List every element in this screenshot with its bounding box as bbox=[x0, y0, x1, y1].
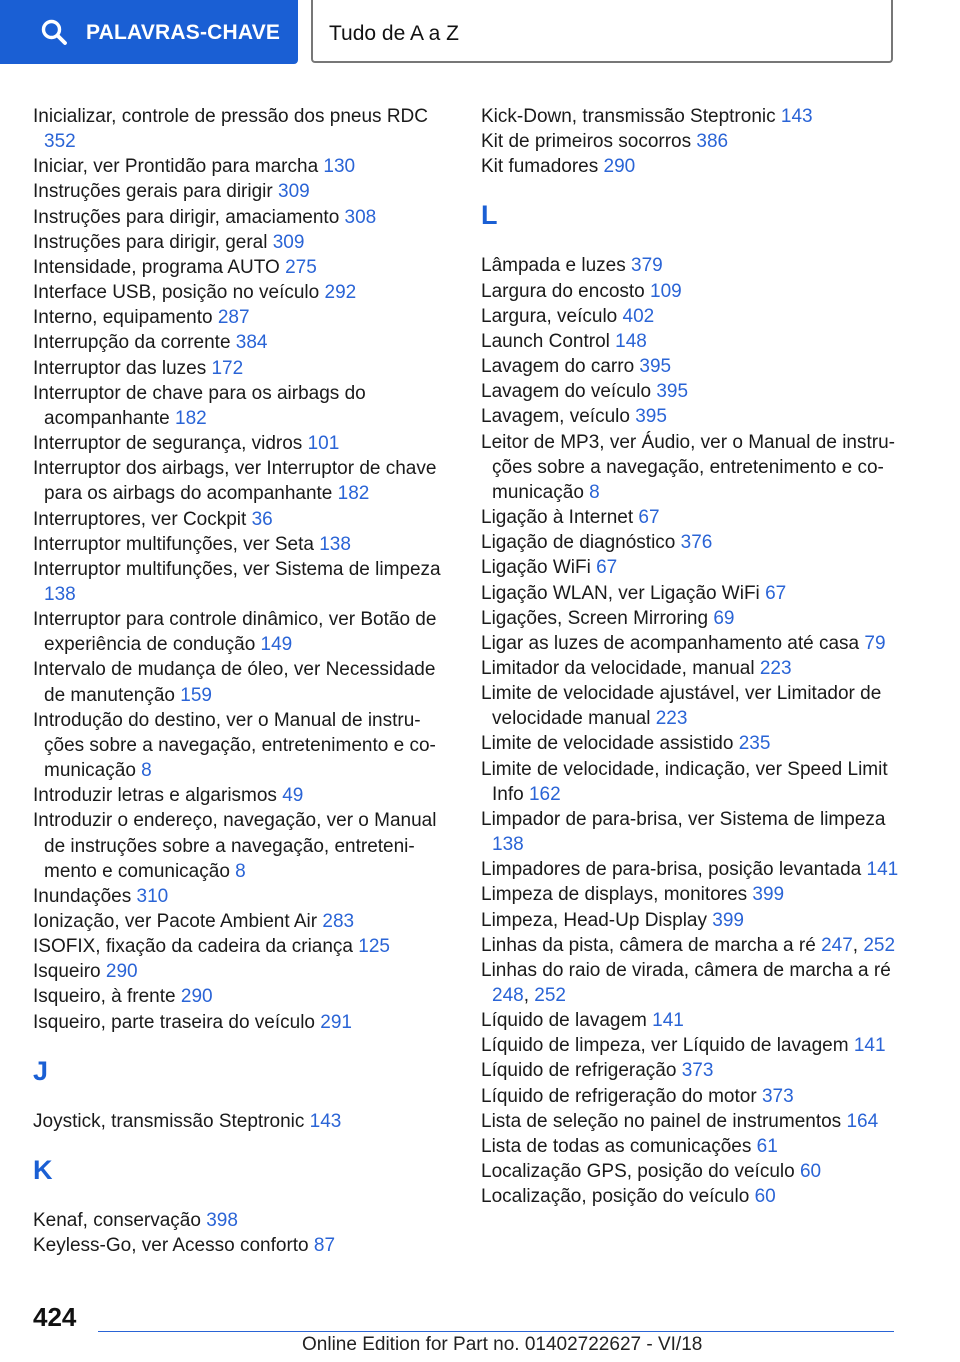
index-entry bbox=[33, 532, 443, 557]
section-letter: L bbox=[481, 200, 498, 231]
page-link[interactable]: 69 bbox=[713, 607, 735, 629]
edition-info: Online Edition for Part no. 01402722627 - VI/18 bbox=[302, 1334, 703, 1355]
page-link[interactable]: 309 bbox=[278, 181, 310, 203]
index-entry-term: Instruções para dirigir, amaciamento bbox=[33, 206, 345, 228]
page-link[interactable]: 143 bbox=[309, 1110, 342, 1132]
index-entry bbox=[33, 507, 443, 532]
index-entry bbox=[481, 104, 901, 129]
page-link[interactable]: 223 bbox=[655, 708, 688, 730]
index-entry-term: Interruptor multifunções, ver Sistema de limpeza bbox=[33, 558, 441, 580]
index-entry-term: Líquido de lavagem bbox=[481, 1010, 653, 1032]
index-entry bbox=[481, 757, 901, 807]
index-entry bbox=[33, 330, 443, 355]
index-entry bbox=[481, 530, 901, 555]
index-entry-term: Limite de velocidade assistido bbox=[481, 733, 739, 755]
index-entry-term: Interruptor das luzes bbox=[33, 357, 212, 379]
page-link[interactable]: 395 bbox=[639, 356, 672, 378]
page-link[interactable]: 8 bbox=[589, 481, 600, 503]
index-entry bbox=[481, 807, 901, 857]
page-ref-separator: , bbox=[852, 934, 864, 956]
page-link[interactable]: 67 bbox=[765, 582, 787, 604]
page-link[interactable]: 373 bbox=[681, 1060, 714, 1082]
index-entry bbox=[33, 1233, 443, 1258]
page-link[interactable]: 8 bbox=[235, 860, 246, 882]
page-link[interactable]: 247 bbox=[821, 934, 853, 956]
index-entry bbox=[33, 104, 443, 154]
index-entry bbox=[481, 505, 901, 530]
page-link[interactable]: 386 bbox=[696, 131, 729, 153]
index-entry bbox=[33, 607, 443, 657]
index-entry-term: Kit de primeiros socorros bbox=[481, 131, 697, 153]
index-entry-term: Isqueiro, à frente bbox=[33, 986, 181, 1008]
index-entry bbox=[481, 1033, 901, 1058]
index-entry-term: Interruptor multifunções, ver Seta bbox=[33, 533, 320, 555]
index-entry-term: Localização GPS, posição do veículo bbox=[481, 1161, 800, 1183]
index-entry-term: Interruptor dos airbags, ver Interruptor de chave para os airbags do acompanhante bbox=[33, 458, 437, 505]
index-entry bbox=[33, 356, 443, 381]
index-entry-term: Kit fumadores bbox=[481, 156, 604, 178]
page-link[interactable]: 141 bbox=[652, 1010, 684, 1032]
index-entry bbox=[33, 179, 443, 204]
page-link[interactable]: 373 bbox=[761, 1085, 794, 1107]
page-link[interactable]: 49 bbox=[282, 785, 304, 807]
az-index-tab[interactable] bbox=[311, 0, 893, 63]
section-spacer bbox=[33, 1035, 443, 1057]
section-spacer bbox=[481, 179, 901, 201]
index-entry-term: Isqueiro, parte traseira do veículo bbox=[33, 1011, 321, 1033]
index-entry bbox=[33, 1109, 443, 1134]
keywords-button-label: PALAVRAS-CHAVE bbox=[86, 21, 281, 44]
page-link[interactable]: 60 bbox=[799, 1161, 822, 1183]
page-link[interactable]: 60 bbox=[754, 1186, 776, 1208]
index-entry bbox=[33, 959, 443, 984]
page-link[interactable]: 36 bbox=[251, 508, 273, 530]
page-link[interactable]: 130 bbox=[323, 156, 356, 178]
page-link[interactable]: 395 bbox=[635, 406, 667, 428]
index-entry bbox=[481, 279, 901, 304]
index-entry bbox=[481, 1159, 901, 1184]
index-entry bbox=[33, 934, 443, 959]
index-entry-term: Interface USB, posição no veículo bbox=[33, 282, 325, 304]
index-entry-term: Interruptores, ver Cockpit bbox=[33, 508, 252, 530]
section-spacer bbox=[33, 1134, 443, 1156]
index-entry bbox=[481, 354, 901, 379]
index-entry-term: Kenaf, conservação bbox=[33, 1209, 207, 1231]
page-ref-separator: , bbox=[523, 985, 535, 1006]
index-entry-term: Ligação de diagnóstico bbox=[481, 532, 681, 554]
index-entry bbox=[481, 731, 901, 756]
section-spacer bbox=[481, 229, 901, 253]
index-entry-term: Líquido de refrigeração do motor bbox=[481, 1085, 762, 1107]
index-entry-term: Localização, posição do veículo bbox=[481, 1186, 755, 1208]
index-entry bbox=[33, 1208, 443, 1233]
page-link[interactable]: 290 bbox=[105, 961, 138, 983]
index-entry bbox=[33, 456, 443, 506]
index-entry-term: ISOFIX, fixação da cadeira da criança bbox=[33, 936, 359, 958]
index-entry bbox=[481, 1134, 901, 1159]
section-letter: K bbox=[33, 1154, 53, 1185]
index-entry bbox=[33, 909, 443, 934]
page-link[interactable]: 79 bbox=[864, 632, 886, 654]
page-link[interactable]: 67 bbox=[596, 557, 618, 579]
page-link[interactable]: 162 bbox=[528, 783, 561, 805]
index-entry bbox=[481, 1058, 901, 1083]
index-entry-term: Ionização, ver Pacote Ambient Air bbox=[33, 911, 323, 932]
index-entry-term: Limpeza de displays, monitores bbox=[481, 884, 753, 906]
index-entry-term: Interruptor para controle dinâmico, ver Botão de experiência de condução bbox=[33, 609, 437, 656]
index-entry-term: Lavagem do carro bbox=[481, 356, 640, 378]
index-entry bbox=[481, 1184, 901, 1209]
page-link[interactable]: 248 bbox=[492, 985, 524, 1006]
index-entry-term: Lavagem do veículo bbox=[481, 381, 657, 403]
page-number: 424 bbox=[33, 1302, 77, 1332]
page-link[interactable]: 308 bbox=[344, 206, 377, 228]
page-link[interactable]: 399 bbox=[712, 909, 744, 931]
page-link[interactable]: 164 bbox=[846, 1110, 879, 1132]
index-entry-term: Interruptor de chave para os airbags do acompanhante bbox=[33, 382, 366, 429]
index-entry bbox=[481, 1084, 901, 1109]
index-entry bbox=[481, 581, 901, 606]
index-entry bbox=[33, 657, 443, 707]
index-entry-term: Introduzir o endereço, navegação, ver o Manual de instruções sobre a navegação, entretenimento e comunicação bbox=[33, 810, 437, 882]
index-entry bbox=[481, 958, 901, 1008]
index-entry bbox=[33, 1010, 443, 1035]
index-entry bbox=[481, 329, 901, 354]
search-icon bbox=[40, 18, 68, 46]
index-entry bbox=[481, 631, 901, 656]
index-entry-term: Leitor de MP3, ver Áudio, ver o Manual de instruções sobre a navegação, entretenimento e comunicação bbox=[481, 431, 895, 503]
index-entry-term: Ligações, Screen Mirroring bbox=[481, 607, 714, 629]
index-entry bbox=[33, 280, 443, 305]
index-entry-term: Lâmpada e luzes bbox=[481, 255, 631, 277]
index-column-right bbox=[481, 104, 901, 1209]
page-link[interactable]: 235 bbox=[738, 733, 771, 755]
page-link[interactable]: 384 bbox=[235, 332, 268, 354]
page-link[interactable]: 398 bbox=[206, 1209, 238, 1231]
index-entry-term: Limite de velocidade, indicação, ver Speed Limit Info bbox=[481, 758, 888, 805]
page-link[interactable]: 138 bbox=[319, 533, 351, 555]
index-entry bbox=[481, 379, 901, 404]
index-entry bbox=[33, 884, 443, 909]
index-entry bbox=[481, 908, 901, 933]
page-link[interactable]: 402 bbox=[622, 305, 655, 327]
index-entry bbox=[481, 933, 901, 958]
page-link[interactable]: 399 bbox=[752, 884, 785, 906]
page-link[interactable]: 182 bbox=[175, 407, 207, 429]
page-link[interactable]: 8 bbox=[141, 760, 152, 782]
index-entry bbox=[33, 808, 443, 883]
index-entry-term: Linhas da pista, câmera de marcha a ré bbox=[481, 934, 822, 956]
index-entry bbox=[33, 984, 443, 1009]
index-entry-term: Launch Control bbox=[481, 330, 616, 352]
index-entry-term: Limpador de para-brisa, ver Sistema de limpeza bbox=[481, 808, 886, 830]
page-link[interactable]: 287 bbox=[217, 307, 250, 329]
index-entry-term: Iniciar, ver Prontidão para marcha bbox=[33, 156, 324, 178]
page-link[interactable]: 290 bbox=[180, 986, 213, 1008]
index-column-left bbox=[33, 104, 443, 1258]
section-letter: J bbox=[33, 1055, 49, 1086]
page-link[interactable]: 292 bbox=[324, 282, 357, 304]
page-link[interactable]: 87 bbox=[313, 1235, 336, 1257]
index-entry-term: Líquido de refrigeração bbox=[481, 1060, 682, 1082]
index-entry bbox=[481, 1109, 901, 1134]
index-entry-term: Interno, equipamento bbox=[33, 307, 218, 329]
index-entry-term: Introduzir letras e algarismos bbox=[33, 785, 283, 807]
index-entry bbox=[33, 230, 443, 255]
page-link[interactable]: 61 bbox=[756, 1135, 778, 1157]
index-entry-term: Limpeza, Head-Up Display bbox=[481, 909, 713, 931]
index-entry-term: Interrupção da corrente bbox=[33, 332, 236, 354]
keywords-button[interactable] bbox=[0, 0, 298, 64]
index-entry bbox=[33, 557, 443, 607]
page-link[interactable]: 141 bbox=[853, 1035, 886, 1057]
page-link[interactable]: 138 bbox=[44, 583, 76, 605]
index-entry bbox=[33, 255, 443, 280]
page-link[interactable]: 125 bbox=[358, 936, 390, 958]
page-link[interactable]: 275 bbox=[285, 256, 317, 278]
page-link[interactable]: 252 bbox=[534, 985, 566, 1006]
index-entry-term: Interruptor de segurança, vidros bbox=[33, 433, 308, 455]
page-link[interactable]: 290 bbox=[603, 156, 636, 178]
index-entry bbox=[481, 1008, 901, 1033]
page-link[interactable]: 223 bbox=[759, 657, 792, 679]
index-entry-term: Limite de velocidade ajustável, ver Limitador de velocidade manual bbox=[481, 683, 882, 730]
page-link[interactable]: 309 bbox=[272, 231, 305, 253]
index-entry bbox=[481, 430, 901, 505]
index-entry-term: Inundações bbox=[33, 885, 137, 907]
index-entry-term: Introdução do destino, ver o Manual de instruções sobre a navegação, entretenimento e comunicação bbox=[33, 709, 436, 782]
index-entry-term: Lista de seleção no painel de instrumentos bbox=[481, 1110, 847, 1132]
index-entry-term: Joystick, transmissão Steptronic bbox=[33, 1110, 310, 1132]
page-link[interactable]: 283 bbox=[322, 911, 355, 932]
page-link[interactable]: 379 bbox=[631, 255, 663, 277]
index-entry bbox=[33, 783, 443, 808]
index-entry-term: Intervalo de mudança de óleo, ver Necessidade de manutenção bbox=[33, 659, 436, 706]
index-entry bbox=[481, 681, 901, 731]
index-entry-term: Linhas do raio de virada, câmera de marcha a ré bbox=[481, 959, 891, 981]
index-entry-term: Inicializar, controle de pressão dos pneus RDC bbox=[33, 106, 428, 127]
index-entry bbox=[481, 129, 901, 154]
section-spacer bbox=[33, 1184, 443, 1208]
index-entry-term: Ligação à Internet bbox=[481, 507, 639, 529]
index-entry bbox=[33, 305, 443, 330]
index-entry-term: Ligação WLAN, ver Ligação WiFi bbox=[481, 582, 766, 604]
az-index-tab-label: Tudo de A a Z bbox=[329, 22, 459, 45]
index-entry-term: Limpadores de para-brisa, posição levantada bbox=[481, 859, 867, 881]
page-link[interactable]: 109 bbox=[650, 280, 682, 302]
index-entry bbox=[33, 205, 443, 230]
page-link[interactable]: 148 bbox=[615, 330, 647, 352]
index-entry bbox=[481, 882, 901, 907]
index-entry-term: Ligar as luzes de acompanhamento até casa bbox=[481, 632, 865, 654]
index-entry-term: Limitador da velocidade, manual bbox=[481, 657, 760, 679]
index-entry-term: Keyless-Go, ver Acesso conforto bbox=[33, 1235, 314, 1257]
index-entry-term: Kick-Down, transmissão Steptronic bbox=[481, 106, 781, 127]
index-entry bbox=[481, 555, 901, 580]
page-link[interactable]: 252 bbox=[863, 934, 896, 956]
page-link[interactable]: 138 bbox=[492, 834, 524, 856]
index-entry bbox=[33, 381, 443, 431]
page-link[interactable]: 101 bbox=[307, 433, 340, 455]
page-link[interactable]: 182 bbox=[337, 483, 370, 505]
index-entry-term: Líquido de limpeza, ver Líquido de lavagem bbox=[481, 1035, 854, 1057]
page-link[interactable]: 159 bbox=[180, 684, 212, 706]
index-entry bbox=[481, 656, 901, 681]
index-entry-term: Lavagem, veículo bbox=[481, 406, 636, 428]
index-entry-term: Lista de todas as comunicações bbox=[481, 1135, 757, 1157]
page-link[interactable]: 310 bbox=[136, 885, 169, 907]
page-link[interactable]: 352 bbox=[44, 131, 76, 153]
footer-divider bbox=[98, 1331, 894, 1332]
index-entry bbox=[481, 154, 901, 179]
page-link[interactable]: 376 bbox=[680, 532, 713, 554]
index-entry bbox=[481, 606, 901, 631]
index-entry-term: Instruções gerais para dirigir bbox=[33, 181, 278, 203]
index-entry bbox=[33, 708, 443, 783]
page-link[interactable]: 395 bbox=[656, 381, 689, 403]
index-entry bbox=[481, 857, 901, 882]
index-entry bbox=[481, 304, 901, 329]
index-entry-term: Instruções para dirigir, geral bbox=[33, 231, 273, 253]
index-entry bbox=[481, 253, 901, 278]
index-entry-term: Intensidade, programa AUTO bbox=[33, 256, 286, 278]
page-link[interactable]: 149 bbox=[260, 634, 293, 656]
index-entry bbox=[33, 154, 443, 179]
index-entry-term: Largura, veículo bbox=[481, 305, 623, 327]
page-link[interactable]: 143 bbox=[780, 106, 813, 127]
index-entry bbox=[481, 404, 901, 429]
header bbox=[0, 0, 960, 66]
index-entry-term: Ligação WiFi bbox=[481, 557, 597, 579]
index-entry bbox=[33, 431, 443, 456]
index-entry-term: Isqueiro bbox=[33, 961, 106, 983]
index-entry-term: Largura do encosto bbox=[481, 280, 651, 302]
page-link[interactable]: 67 bbox=[638, 507, 660, 529]
section-spacer bbox=[33, 1085, 443, 1109]
page-link[interactable]: 141 bbox=[866, 859, 899, 881]
page-link[interactable]: 172 bbox=[211, 357, 244, 379]
page-link[interactable]: 291 bbox=[320, 1011, 352, 1033]
